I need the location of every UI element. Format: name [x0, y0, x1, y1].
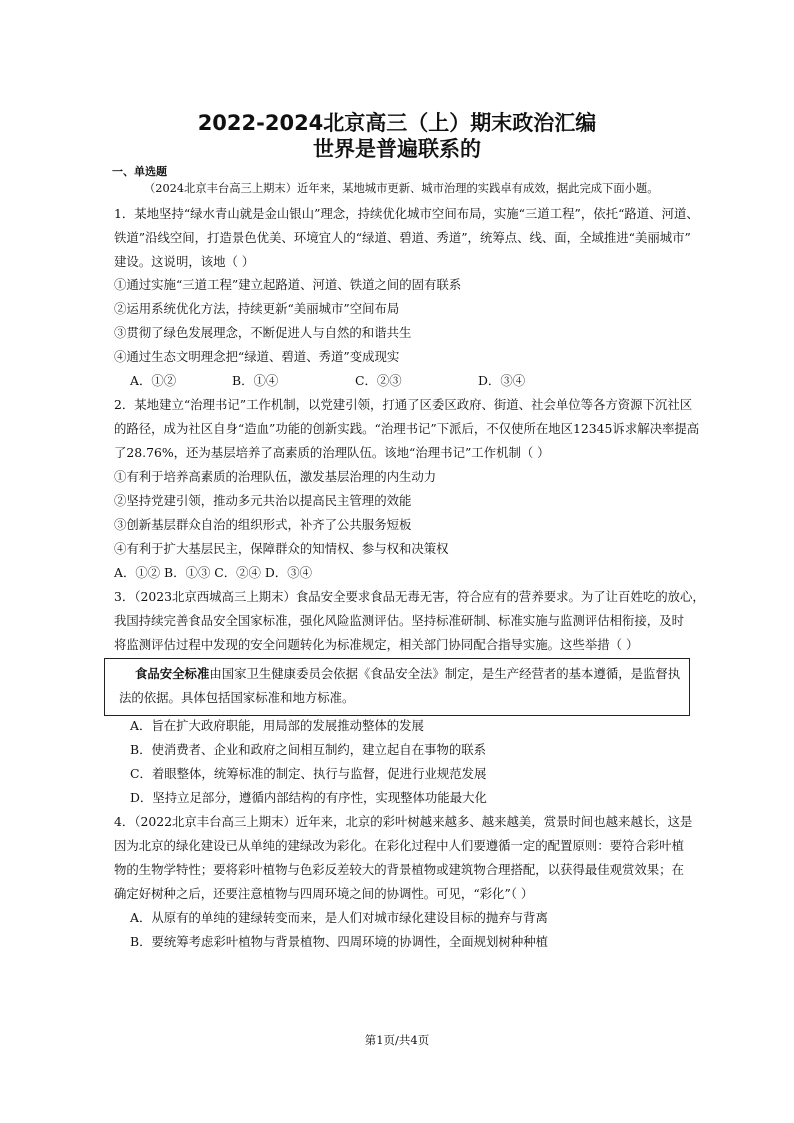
material-text: 由国家卫生健康委员会依据《食品安全法》制定，是生产经营者的基本遵循，是监督执 [209, 666, 681, 681]
section-heading: 一、单选题 [112, 165, 167, 178]
material-keyword: 食品安全标准 [135, 666, 210, 681]
q3-option-a: A．旨在扩大政府职能，用局部的发展推动整体的发展 [130, 718, 424, 733]
q4-option-a: A．从原有的单纯的建绿转变而来，是人们对城市绿化建设目标的抛弃与背离 [130, 910, 548, 925]
q1-option-c: C．②③ [355, 373, 402, 388]
q2-statement: ③创新基层群众自治的组织形式，补齐了公共服务短板 [114, 517, 412, 532]
material-box [104, 658, 690, 716]
q4-stem-line: 物的生物学特性；要将彩叶植物与色彩反差较大的背景植物或建筑物合理搭配，以获得最佳观赏效果；在 [114, 862, 684, 877]
document-title: 2022-2024北京高三（上）期末政治汇编 [197, 111, 597, 135]
q3-option-d: D．坚持立足部分，遵循内部结构的有序性，实现整体功能最大化 [130, 790, 487, 805]
q2-stem-line: 的路径，成为社区自身“造血”功能的创新实践。“治理书记”下派后，不仅使所在地区12345诉求解决率提高 [114, 421, 700, 436]
material-line [135, 665, 681, 683]
q4-option-b: B．要统筹考虑彩叶植物与背景植物、四周环境的协调性，全面规划树种种植 [130, 934, 548, 949]
q2-stem-line: 了28.76%，还为基层培养了高素质的治理队伍。该地“治理书记”工作机制（ ） [114, 445, 550, 460]
intro-text: （2024北京丰台高三上期末）近年来，某地城市更新、城市治理的实践卓有成效，据此完成下面小题。 [144, 182, 659, 195]
q1-option-a: A．①② [130, 373, 177, 388]
q1-option-b: B．①④ [232, 373, 279, 388]
q1-stem-line: 1．某地坚持“绿水青山就是金山银山”理念，持续优化城市空间布局，实施“三道工程”，依托“路道、河道、 [114, 206, 699, 221]
q2-statement: ②坚持党建引领，推动多元共治以提高民主管理的效能 [114, 493, 412, 508]
material-line: 法的依据。具体包括国家标准和地方标准。 [119, 690, 355, 705]
q2-statement: ①有利于培养高素质的治理队伍，激发基层治理的内生动力 [114, 469, 437, 484]
q2-stem-line: 2．某地建立“治理书记”工作机制，以党建引领，打通了区委区政府、街道、社会单位等各方资源下沉社区 [114, 397, 693, 412]
q3-stem-line: 3．（2023北京西城高三上期末）食品安全要求食品无毒无害，符合应有的营养要求。为了让百姓吃的放心， [114, 589, 705, 604]
q1-statement: ④通过生态文明理念把“绿道、碧道、秀道”变成现实 [114, 349, 400, 364]
q1-stem-line: 建设。这说明，该地（ ） [114, 254, 255, 269]
document-subtitle: 世界是普遍联系的 [313, 137, 481, 161]
q2-statement: ④有利于扩大基层民主，保障群众的知情权、参与权和决策权 [114, 541, 449, 556]
q1-statement: ②运用系统优化方法，持续更新“美丽城市”空间布局 [114, 301, 400, 316]
q2-options: A．①② B．①③ C．②④ D．③④ [114, 565, 312, 580]
q4-stem-line: 因为北京的绿化建设已从单纯的建绿改为彩化。在彩化过程中人们要遵循一定的配置原则：要符合彩叶植 [114, 838, 684, 853]
q3-option-b: B．使消费者、企业和政府之间相互制约，建立起自在事物的联系 [130, 742, 487, 757]
q1-option-d: D．③④ [478, 373, 526, 388]
q3-option-c: C．着眼整体，统筹标准的制定、执行与监督，促进行业规范发展 [130, 766, 487, 781]
q3-stem-line: 我国持续完善食品安全国家标准，强化风险监测评估。坚持标准研制、标准实施与监测评估相衔接，及时 [114, 613, 684, 628]
page-number: 第1页/共4页 [364, 1033, 430, 1047]
q4-stem-line: 确定好树种之后，还要注意植物与四周环境之间的协调性。可见，“彩化”（ ） [114, 886, 534, 901]
q4-stem-line: 4．（2022北京丰台高三上期末）近年来，北京的彩叶树越来越多、越来越美，赏景时间也越来越长，这是 [114, 814, 693, 829]
q1-statement: ①通过实施“三道工程”建立起路道、河道、铁道之间的固有联系 [114, 277, 462, 292]
q1-statement: ③贯彻了绿色发展理念，不断促进人与自然的和谐共生 [114, 325, 412, 340]
q3-stem-line: 将监测评估过程中发现的安全问题转化为标准规定，相关部门协同配合指导实施。这些举措（ ） [114, 637, 639, 652]
q1-stem-line: 铁道”沿线空间，打造景色优美、环境宜人的“绿道、碧道、秀道”，统筹点、线、面，全域推进“美丽城市” [114, 230, 691, 245]
